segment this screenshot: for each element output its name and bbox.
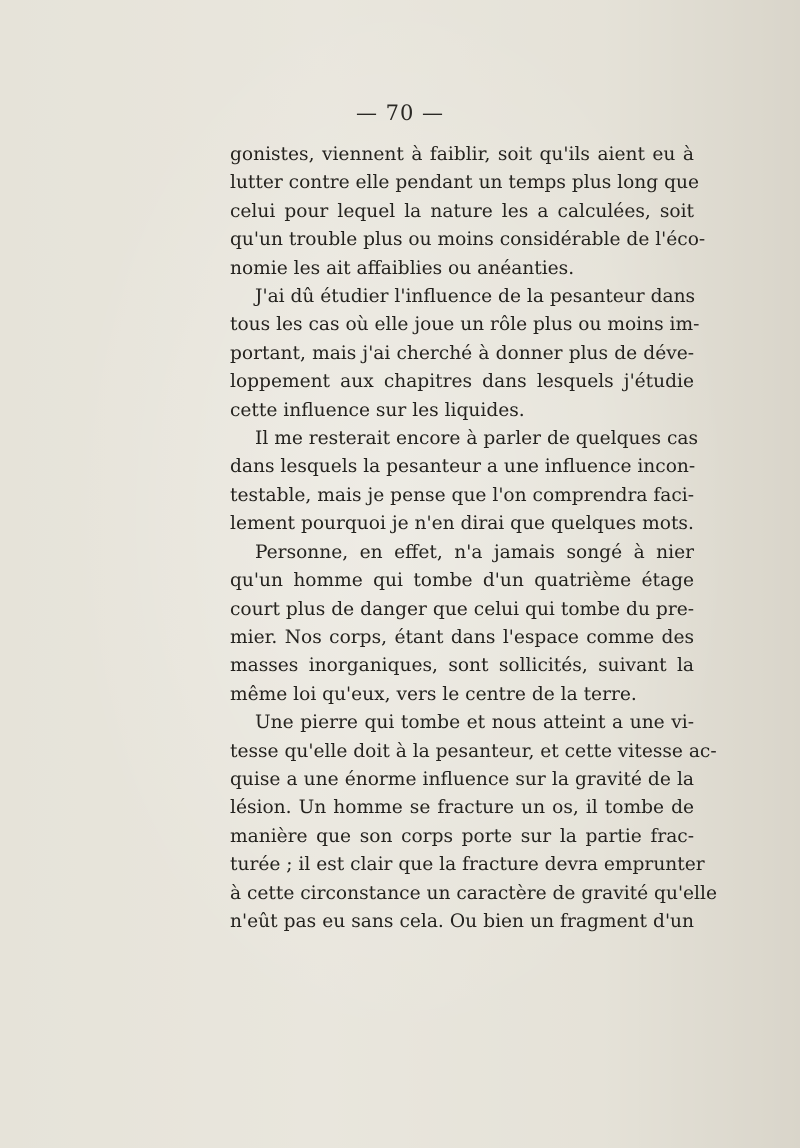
text-line: J'ai dû étudier l'influence de la pesanteur dans — [255, 286, 696, 308]
text-line: gonistes, viennent à faiblir, soit qu'ils aient eu à — [230, 144, 694, 165]
text-line: qu'un homme qui tombe d'un quatrième étage — [230, 570, 694, 592]
text-line: manière que son corps porte sur la partie frac- — [230, 825, 694, 847]
page-number: — 70 — — [355, 101, 445, 125]
text-line: n'eût pas eu sans cela. Ou bien un fragment d'un — [230, 910, 694, 932]
text-line: portant, mais j'ai cherché à donner plus de déve- — [230, 342, 694, 364]
text-line: celui pour lequel la nature les a calculées, soit — [230, 200, 694, 222]
text-line: lement pourquoi je n'en dirai que quelques mots. — [230, 513, 694, 535]
text-line: lutter contre elle pendant un temps plus long que — [230, 172, 699, 194]
text-line: lésion. Un homme se fracture un os, il tombe de — [230, 797, 694, 819]
text-line: turée ; il est clair que la fracture devra emprunter — [230, 854, 705, 876]
text-line: tesse qu'elle doit à la pesanteur, et cette vitesse ac- — [230, 740, 717, 762]
text-line: mier. Nos corps, étant dans l'espace comme des — [230, 626, 694, 648]
text-line: Une pierre qui tombe et nous atteint a une vi- — [255, 712, 694, 734]
paragraph — [230, 283, 700, 425]
paragraph — [230, 141, 706, 283]
text-line: loppement aux chapitres dans lesquels j'étudie — [230, 371, 694, 393]
text-line: masses inorganiques, sont sollicités, suivant la — [230, 655, 694, 677]
text-line: testable, mais je pense que l'on comprendra faci- — [230, 484, 694, 506]
paragraph — [230, 709, 717, 936]
text-line: Personne, en effet, n'a jamais songé à nier — [255, 541, 694, 563]
text-line: Il me resterait encore à parler de quelques cas — [255, 428, 698, 450]
text-line: qu'un trouble plus ou moins considérable de l'éco- — [230, 229, 706, 251]
text-line: dans lesquels la pesanteur a une influence incon- — [230, 456, 696, 478]
text-line: court plus de danger que celui qui tombe du pre- — [230, 598, 694, 620]
text-line: à cette circonstance un caractère de gravité qu'elle — [230, 882, 717, 904]
paragraph — [230, 539, 694, 709]
text-line: même loi qu'eux, vers le centre de la terre. — [230, 683, 637, 705]
text-line: quise a une énorme influence sur la gravité de la — [230, 768, 694, 790]
paragraph — [230, 425, 698, 539]
text-line: cette influence sur les liquides. — [230, 399, 525, 421]
text-line: nomie les ait affaiblies ou anéanties. — [230, 257, 575, 279]
text-line: tous les cas où elle joue un rôle plus ou moins im- — [230, 314, 700, 336]
body-text — [230, 141, 717, 936]
